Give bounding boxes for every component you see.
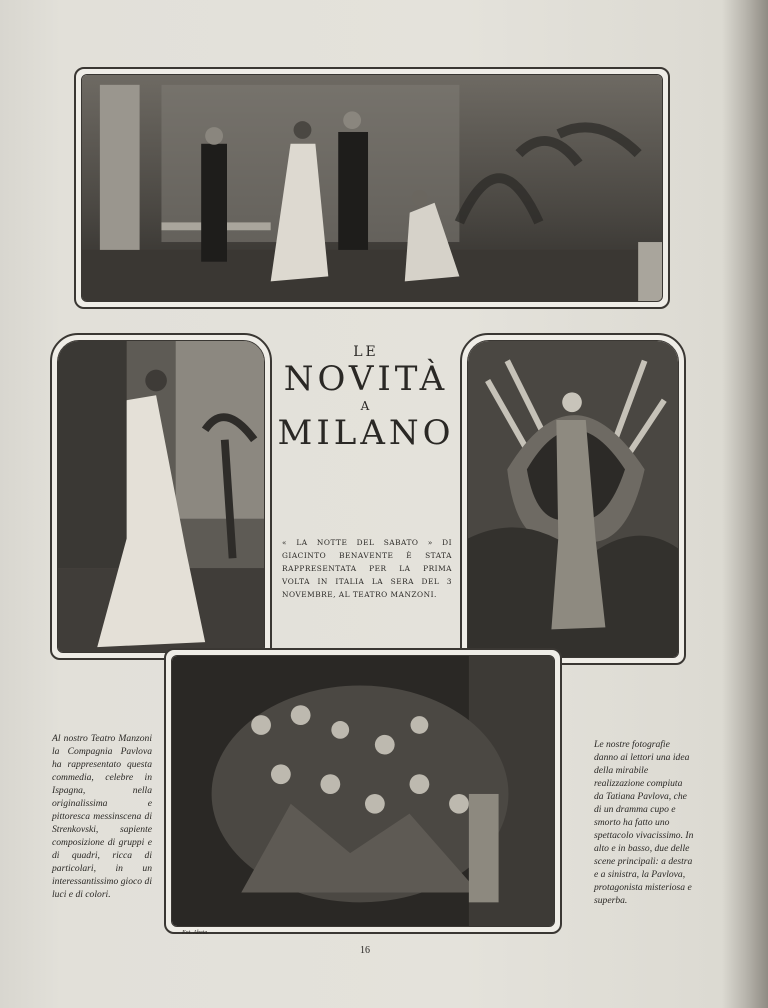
title-line-milano: MILANO (277, 413, 455, 453)
left-article-text: Al nostro Teatro Manzoni la Compagnia Pavlova ha rappresentato questa commedia, celebre in Ispagna, nella originalissima e pittoresca messinscena di Strenkovski, sapiente composizione di gruppi e di quadri, ricca di particolari, in un interessantissimo gioco di luci e di colori. (52, 733, 152, 900)
title-line-a: A (360, 399, 372, 413)
bottom-photo-frame (164, 648, 562, 934)
stage-crowd-scene-photo (172, 656, 554, 926)
title-line-novita: NOVITÀ (283, 359, 449, 399)
right-article-text: Le nostre fotografie danno ai lettori una idea della mirabile realizzazione compiuta da Tatiana Pavlova, che di un dramma cupo e smorto ha fatto uno spettacolo vivacissimo. In alto e in basso, due delle scene principali: a destra e a sinistra, la Pavlova, protagonista misteriosa e superba. (594, 739, 694, 906)
stage-scene-photo-top (82, 75, 662, 301)
pavlova-sequined-gown-photo (468, 341, 678, 657)
article-title (272, 340, 460, 452)
title-line-le: LE (353, 344, 379, 360)
center-caption: « LA NOTTE DEL SABATO » DI GIACINTO BENAVENTE È STATA RAPPRESENTATA PER LA PRIMA VOLTA IN ITALIA LA SERA DEL 3 NOVEMBRE, AL TEATRO MANZONI. (282, 538, 452, 599)
top-photo-frame (74, 67, 670, 309)
right-photo-frame (460, 333, 686, 665)
page-number: 16 (360, 945, 370, 956)
left-photo-frame (50, 333, 272, 660)
photo-credit: Fot. Abeta. (182, 930, 209, 936)
pavlova-white-gown-photo (58, 341, 264, 652)
